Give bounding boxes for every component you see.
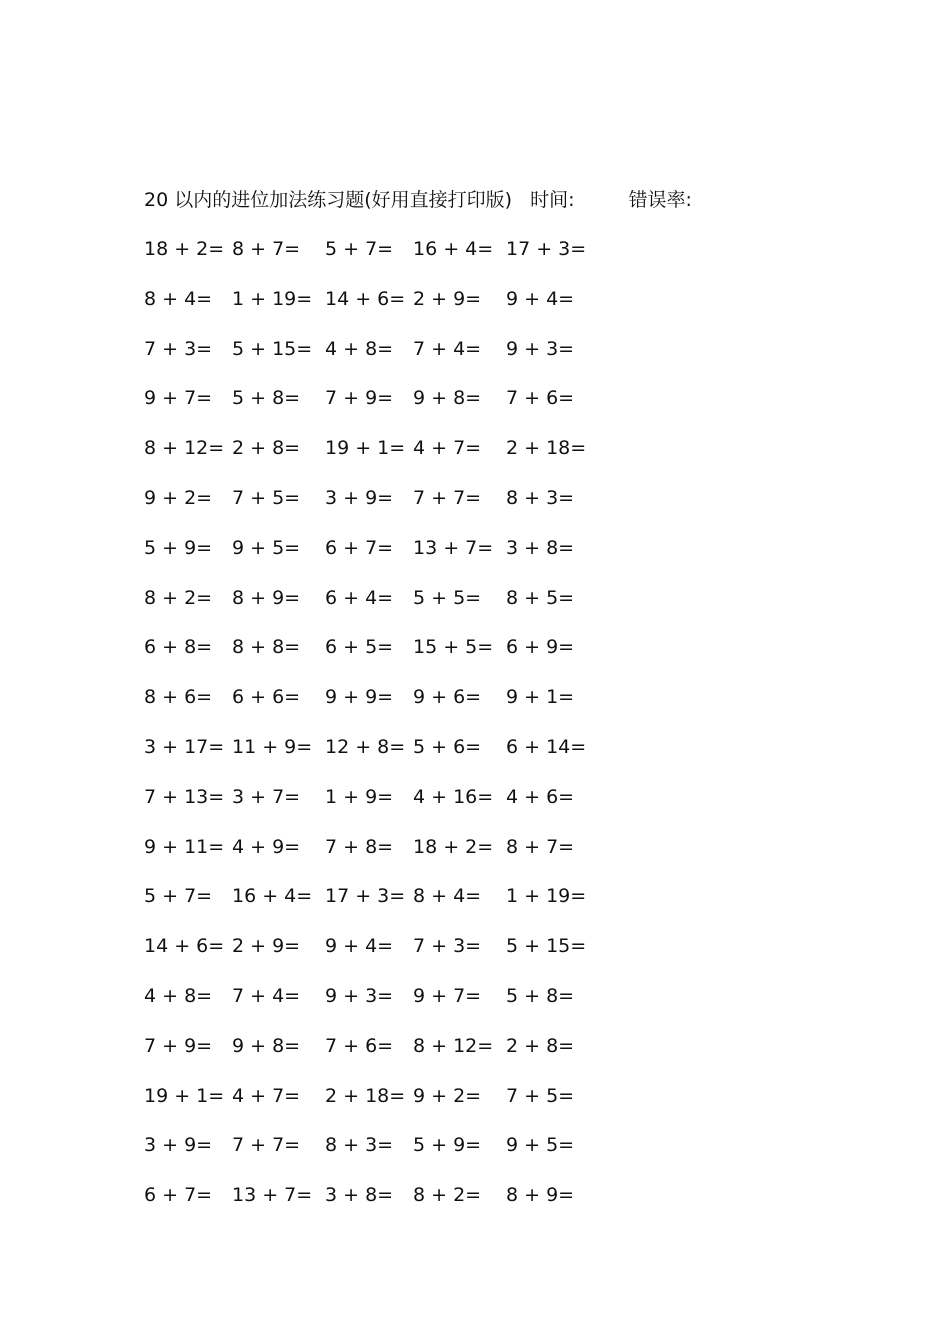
problem-item: 7 + 5= (506, 1084, 575, 1107)
problem-item: 7 + 9= (144, 1034, 213, 1057)
problem-row (144, 782, 604, 832)
problem-item: 13 + 7= (232, 1184, 313, 1207)
problem-item: 2 + 8= (232, 437, 301, 460)
problem-item: 5 + 8= (506, 984, 575, 1007)
problem-item: 3 + 8= (506, 536, 575, 559)
problem-item: 7 + 7= (413, 486, 482, 509)
problem-item: 2 + 9= (413, 287, 482, 310)
problem-item: 3 + 9= (144, 1134, 213, 1157)
problem-item: 19 + 1= (144, 1084, 225, 1107)
problem-item: 5 + 5= (413, 586, 482, 609)
problem-row (144, 1130, 604, 1180)
problem-item: 17 + 3= (506, 238, 587, 260)
problem-item: 8 + 6= (144, 686, 213, 709)
problem-item: 6 + 14= (506, 735, 587, 758)
problem-item: 9 + 8= (413, 387, 482, 410)
problem-item: 8 + 5= (506, 586, 575, 609)
problem-item: 16 + 4= (232, 885, 313, 908)
problem-item: 8 + 9= (506, 1184, 575, 1207)
problem-grid (144, 234, 604, 1230)
problem-item: 12 + 8= (325, 735, 406, 758)
worksheet-header (144, 186, 692, 214)
problem-item: 8 + 9= (232, 586, 301, 609)
problem-item: 9 + 5= (232, 536, 301, 559)
problem-item: 3 + 8= (325, 1184, 394, 1207)
problem-item: 5 + 9= (413, 1134, 482, 1157)
problem-item: 8 + 7= (232, 238, 301, 260)
problem-item: 8 + 2= (413, 1184, 482, 1207)
problem-item: 4 + 9= (232, 835, 301, 858)
problem-item: 7 + 6= (325, 1034, 394, 1057)
problem-item: 2 + 18= (506, 437, 587, 460)
problem-item: 7 + 3= (413, 935, 482, 958)
problem-item: 6 + 6= (232, 686, 301, 709)
problem-item: 4 + 7= (232, 1084, 301, 1107)
problem-item: 15 + 5= (413, 636, 494, 659)
problem-item: 3 + 17= (144, 735, 225, 758)
problem-item: 7 + 6= (506, 387, 575, 410)
problem-item: 6 + 8= (144, 636, 213, 659)
problem-item: 3 + 7= (232, 785, 301, 808)
problem-item: 8 + 3= (325, 1134, 394, 1157)
problem-item: 19 + 1= (325, 437, 406, 460)
problem-row (144, 682, 604, 732)
problem-item: 18 + 2= (413, 835, 494, 858)
problem-item: 5 + 6= (413, 735, 482, 758)
problem-item: 1 + 19= (506, 885, 587, 908)
problem-item: 9 + 11= (144, 835, 225, 858)
problem-item: 5 + 15= (232, 337, 313, 360)
problem-item: 8 + 8= (232, 636, 301, 659)
problem-item: 5 + 8= (232, 387, 301, 410)
problem-item: 9 + 7= (413, 984, 482, 1007)
problem-row (144, 632, 604, 682)
problem-row (144, 1081, 604, 1131)
problem-item: 7 + 9= (325, 387, 394, 410)
problem-item: 14 + 6= (325, 287, 406, 310)
problem-item: 9 + 6= (413, 686, 482, 709)
problem-item: 8 + 12= (413, 1034, 494, 1057)
problem-row (144, 284, 604, 334)
problem-item: 8 + 2= (144, 586, 213, 609)
problem-item: 6 + 7= (144, 1184, 213, 1207)
problem-row (144, 832, 604, 882)
problem-row (144, 334, 604, 384)
problem-item: 5 + 7= (325, 238, 394, 260)
problem-item: 4 + 8= (325, 337, 394, 360)
problem-row (144, 383, 604, 433)
problem-item: 9 + 1= (506, 686, 575, 709)
problem-item: 7 + 4= (413, 337, 482, 360)
problem-item: 6 + 7= (325, 536, 394, 559)
problem-item: 1 + 19= (232, 287, 313, 310)
problem-row (144, 1031, 604, 1081)
problem-item: 9 + 3= (506, 337, 575, 360)
problem-item: 7 + 8= (325, 835, 394, 858)
problem-item: 3 + 9= (325, 486, 394, 509)
problem-item: 9 + 8= (232, 1034, 301, 1057)
problem-item: 6 + 9= (506, 636, 575, 659)
problem-item: 9 + 7= (144, 387, 213, 410)
problem-item: 8 + 7= (506, 835, 575, 858)
problem-item: 9 + 3= (325, 984, 394, 1007)
problem-row (144, 533, 604, 583)
problem-row (144, 483, 604, 533)
problem-item: 9 + 4= (506, 287, 575, 310)
problem-row (144, 732, 604, 782)
problem-item: 2 + 18= (325, 1084, 406, 1107)
problem-item: 8 + 3= (506, 486, 575, 509)
problem-item: 4 + 16= (413, 785, 494, 808)
problem-item: 4 + 7= (413, 437, 482, 460)
problem-item: 17 + 3= (325, 885, 406, 908)
problem-row (144, 1180, 604, 1230)
problem-item: 8 + 12= (144, 437, 225, 460)
problem-item: 9 + 2= (144, 486, 213, 509)
problem-item: 1 + 9= (325, 785, 394, 808)
problem-item: 9 + 5= (506, 1134, 575, 1157)
problem-item: 9 + 9= (325, 686, 394, 709)
problem-item: 9 + 4= (325, 935, 394, 958)
problem-item: 18 + 2= (144, 238, 225, 260)
problem-item: 7 + 5= (232, 486, 301, 509)
worksheet-title: 20 以内的进位加法练习题(好用直接打印版) (144, 189, 513, 211)
problem-item: 7 + 7= (232, 1134, 301, 1157)
problem-item: 7 + 4= (232, 984, 301, 1007)
problem-item: 14 + 6= (144, 935, 225, 958)
problem-item: 4 + 6= (506, 785, 575, 808)
problem-item: 6 + 5= (325, 636, 394, 659)
problem-row (144, 881, 604, 931)
problem-item: 2 + 9= (232, 935, 301, 958)
problem-item: 7 + 3= (144, 337, 213, 360)
problem-item: 5 + 9= (144, 536, 213, 559)
problem-item: 6 + 4= (325, 586, 394, 609)
problem-item: 4 + 8= (144, 984, 213, 1007)
problem-item: 7 + 13= (144, 785, 225, 808)
problem-item: 9 + 2= (413, 1084, 482, 1107)
problem-row (144, 433, 604, 483)
problem-row (144, 931, 604, 981)
problem-item: 11 + 9= (232, 735, 313, 758)
problem-row (144, 234, 604, 284)
problem-item: 5 + 7= (144, 885, 213, 908)
problem-item: 8 + 4= (413, 885, 482, 908)
problem-item: 2 + 8= (506, 1034, 575, 1057)
problem-row (144, 981, 604, 1031)
problem-row (144, 583, 604, 633)
problem-item: 8 + 4= (144, 287, 213, 310)
time-label: 时间: (530, 189, 575, 211)
problem-item: 13 + 7= (413, 536, 494, 559)
problem-item: 5 + 15= (506, 935, 587, 958)
problem-item: 16 + 4= (413, 238, 494, 260)
error-rate-label: 错误率: (628, 189, 692, 211)
